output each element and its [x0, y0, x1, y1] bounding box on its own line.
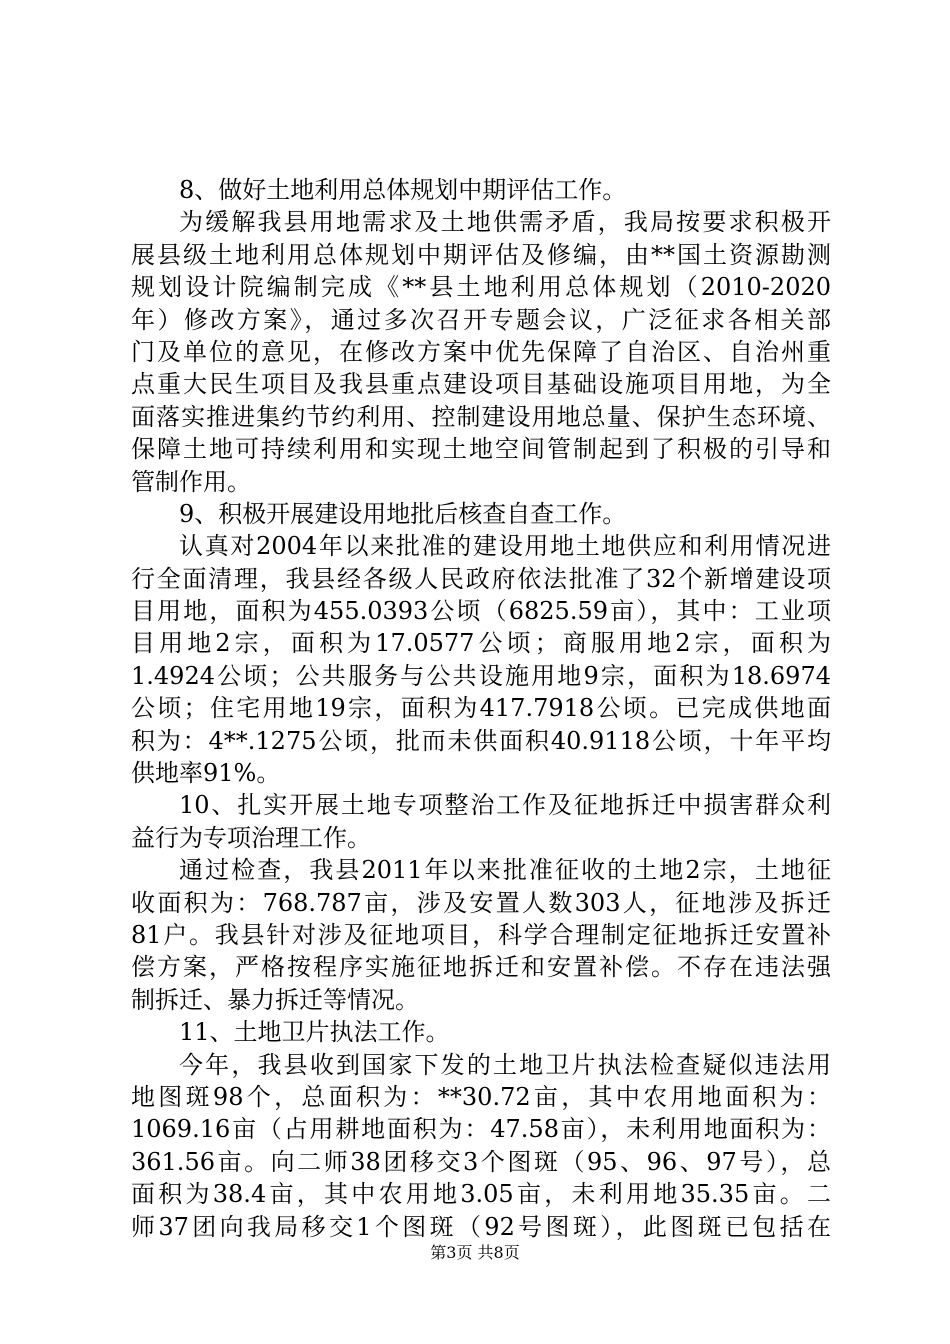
- text-line: 点重大民生项目及我县重点建设项目基础设施项目用地，为全: [131, 370, 831, 399]
- text-line: 81户。我县针对涉及征地项目，科学合理制定征地拆迁安置补: [131, 920, 831, 949]
- text-line: 偿方案，严格按程序实施征地拆迁和安置补偿。不存在违法强: [131, 953, 831, 982]
- text-line: 展县级土地利用总体规划中期评估及修编，由**国土资源勘测: [131, 240, 831, 269]
- text-line: 10、扎实开展土地专项整治工作及征地拆迁中损害群众利: [179, 791, 831, 820]
- text-line: 为缓解我县用地需求及土地供需矛盾，我局按要求积极开: [179, 208, 831, 237]
- document-body: [131, 174, 831, 1243]
- text-line: 8、做好土地利用总体规划中期评估工作。: [179, 176, 627, 204]
- text-line: 目用地，面积为455.0393公顷（6825.59亩），其中：工业项: [131, 597, 831, 626]
- text-line: 认真对2004年以来批准的建设用地土地供应和利用情况进: [179, 532, 831, 561]
- text-line: 1.4924公顷；公共服务与公共设施用地9宗，面积为18.6974: [131, 661, 831, 690]
- text-line: 行全面清理，我县经各级人民政府依法批准了32个新增建设项: [131, 564, 831, 593]
- page-footer: 第3页 共8页: [430, 1243, 520, 1262]
- text-line: 管制作用。: [131, 467, 251, 496]
- text-line: 通过检查，我县2011年以来批准征收的土地2宗，土地征: [179, 856, 831, 885]
- text-line: 361.56亩。向二师38团移交3个图斑（95、96、97号），总: [131, 1147, 831, 1176]
- text-line: 1069.16亩（占用耕地面积为：47.58亩），未利用地面积为：: [131, 1115, 831, 1144]
- text-line: 益行为专项治理工作。: [131, 823, 371, 852]
- text-line: 公顷；住宅用地19宗，面积为417.7918公顷。已完成供地面: [131, 694, 831, 723]
- text-line: 11、土地卫片执法工作。: [179, 1018, 450, 1047]
- text-line: 地图斑98个，总面积为：**30.72亩，其中农用地面积为：: [131, 1082, 831, 1111]
- text-line: 保障土地可持续利用和实现土地空间管制起到了积极的引导和: [131, 435, 831, 464]
- text-line: 师37团向我局移交1个图斑（92号图斑），此图斑已包括在: [131, 1212, 831, 1241]
- text-line: 门及单位的意见，在修改方案中优先保障了自治区、自治州重: [131, 337, 831, 366]
- text-line: 9、积极开展建设用地批后核查自查工作。: [179, 499, 627, 528]
- text-line: 年）修改方案》，通过多次召开专题会议，广泛征求各相关部: [131, 305, 831, 334]
- text-line: 面落实推进集约节约利用、控制建设用地总量、保护生态环境、: [131, 402, 831, 431]
- text-line: 收面积为：768.787亩，涉及安置人数303人，征地涉及拆迁: [131, 888, 831, 917]
- text-line: 今年，我县收到国家下发的土地卫片执法检查疑似违法用: [179, 1050, 831, 1079]
- text-line: 制拆迁、暴力拆迁等情况。: [131, 985, 419, 1014]
- text-line: 面积为38.4亩，其中农用地3.05亩，未利用地35.35亩。二: [131, 1180, 831, 1209]
- text-line: 积为：4**.1275公顷，批而未供面积40.9118公顷，十年平均: [131, 726, 831, 755]
- text-line: 规划设计院编制完成《**县土地利用总体规划（2010-2020: [131, 273, 831, 302]
- text-line: 目用地2宗，面积为17.0577公顷；商服用地2宗，面积为: [131, 629, 831, 658]
- text-line: 供地率91%。: [131, 759, 281, 788]
